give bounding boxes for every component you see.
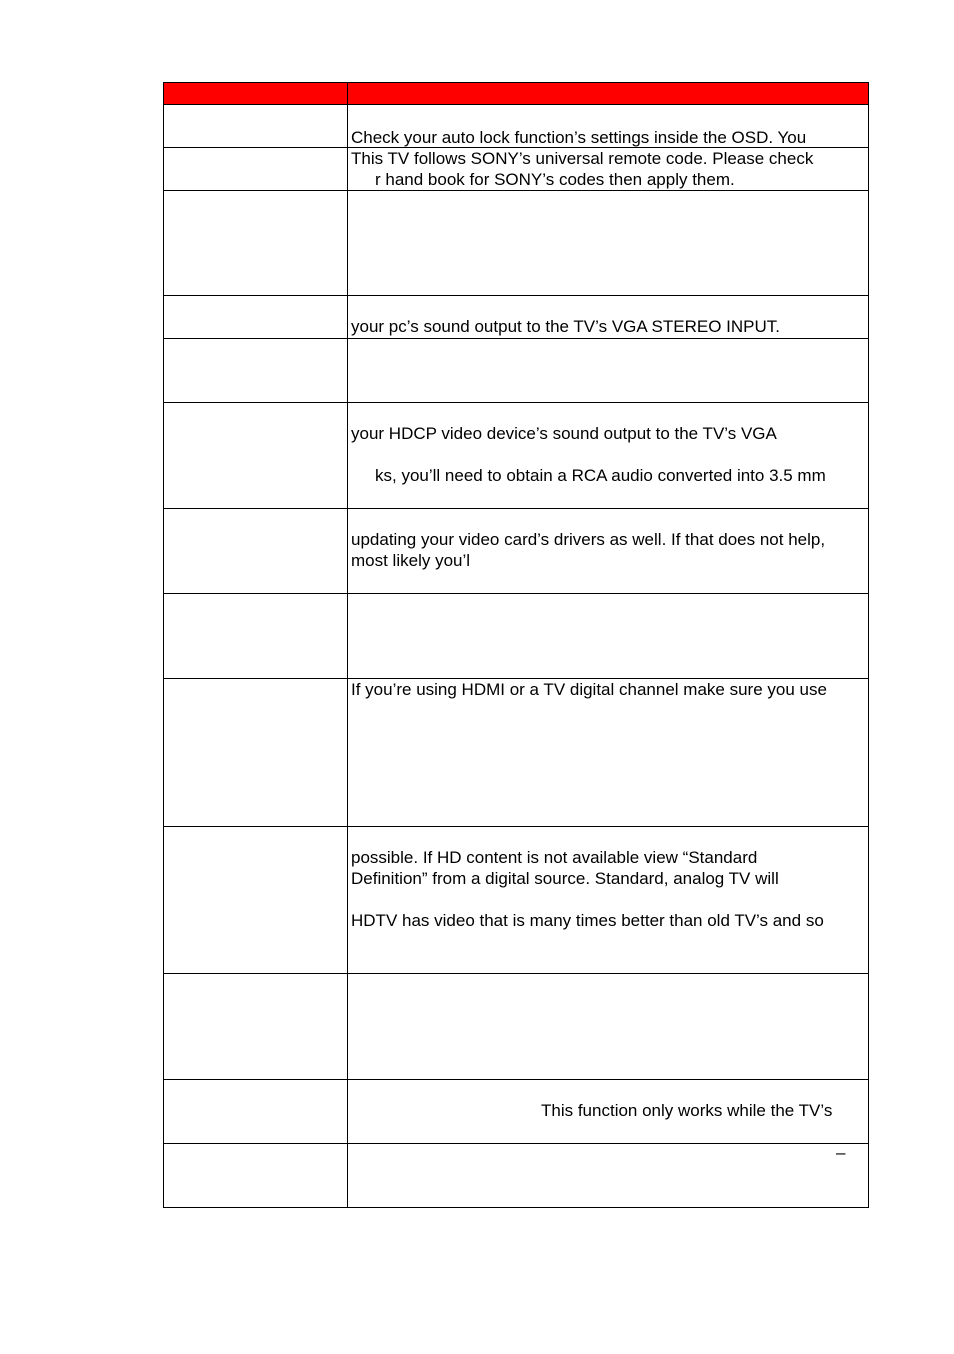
problem-cell: [164, 1080, 348, 1144]
problem-cell: [164, 339, 348, 403]
solution-cell: [348, 191, 869, 296]
solution-cell: [348, 974, 869, 1080]
solution-cell: [348, 594, 869, 679]
problem-cell: [164, 403, 348, 509]
problem-cell: [164, 509, 348, 594]
problem-cell: [164, 1144, 348, 1208]
solution-cell: [348, 403, 869, 509]
problem-cell: [164, 827, 348, 974]
solution-line: updating your video card’s drivers as well. If that does not help,: [351, 530, 826, 549]
header-cell-solution: [348, 83, 869, 105]
solution-line: HDTV has video that is many times better than old TV’s and so: [351, 911, 824, 930]
problem-cell: [164, 105, 348, 148]
problem-cell: [164, 974, 348, 1080]
table-row: [164, 974, 869, 1080]
problem-cell: [164, 148, 348, 191]
table-row: [164, 148, 869, 191]
table-row: [164, 403, 869, 509]
solution-line: your pc’s sound output to the TV’s VGA STEREO INPUT.: [351, 317, 780, 336]
solution-line: –: [836, 1143, 846, 1162]
table-row: [164, 679, 869, 827]
solution-cell: [348, 1080, 869, 1144]
troubleshooting-table: [163, 82, 869, 1208]
solution-line: This TV follows SONY’s universal remote code. Please check: [351, 149, 814, 168]
solution-line: Definition” from a digital source. Standard, analog TV will: [351, 869, 779, 888]
solution-line: your HDCP video device’s sound output to the TV’s VGA: [351, 424, 777, 443]
table-row: [164, 339, 869, 403]
problem-cell: [164, 296, 348, 339]
solution-line: Check your auto lock function’s settings inside the OSD. You: [351, 128, 807, 147]
problem-cell: [164, 594, 348, 679]
table-row: [164, 105, 869, 148]
header-cell-problem: [164, 83, 348, 105]
solution-cell: [348, 148, 869, 191]
solution-cell: [348, 296, 869, 339]
table-header-row: [164, 83, 869, 105]
problem-cell: [164, 679, 348, 827]
table-row: [164, 1080, 869, 1144]
table-row: [164, 296, 869, 339]
table-row: [164, 1144, 869, 1208]
solution-cell: [348, 105, 869, 148]
solution-cell: [348, 509, 869, 594]
solution-line: r hand book for SONY’s codes then apply them.: [375, 170, 735, 189]
table-row: [164, 509, 869, 594]
table-row: [164, 594, 869, 679]
solution-cell: [348, 679, 869, 827]
solution-line: most likely you’l: [351, 551, 471, 570]
problem-cell: [164, 191, 348, 296]
solution-cell: [348, 827, 869, 974]
solution-line: ks, you’ll need to obtain a RCA audio converted into 3.5 mm: [375, 466, 826, 485]
solution-line: This function only works while the TV’s: [541, 1101, 833, 1120]
solution-line: If you’re using HDMI or a TV digital channel make sure you use: [351, 680, 827, 699]
solution-line: possible. If HD content is not available view “Standard: [351, 848, 758, 867]
table-row: [164, 827, 869, 974]
table-row: [164, 191, 869, 296]
solution-cell: [348, 339, 869, 403]
solution-cell: [348, 1144, 869, 1208]
